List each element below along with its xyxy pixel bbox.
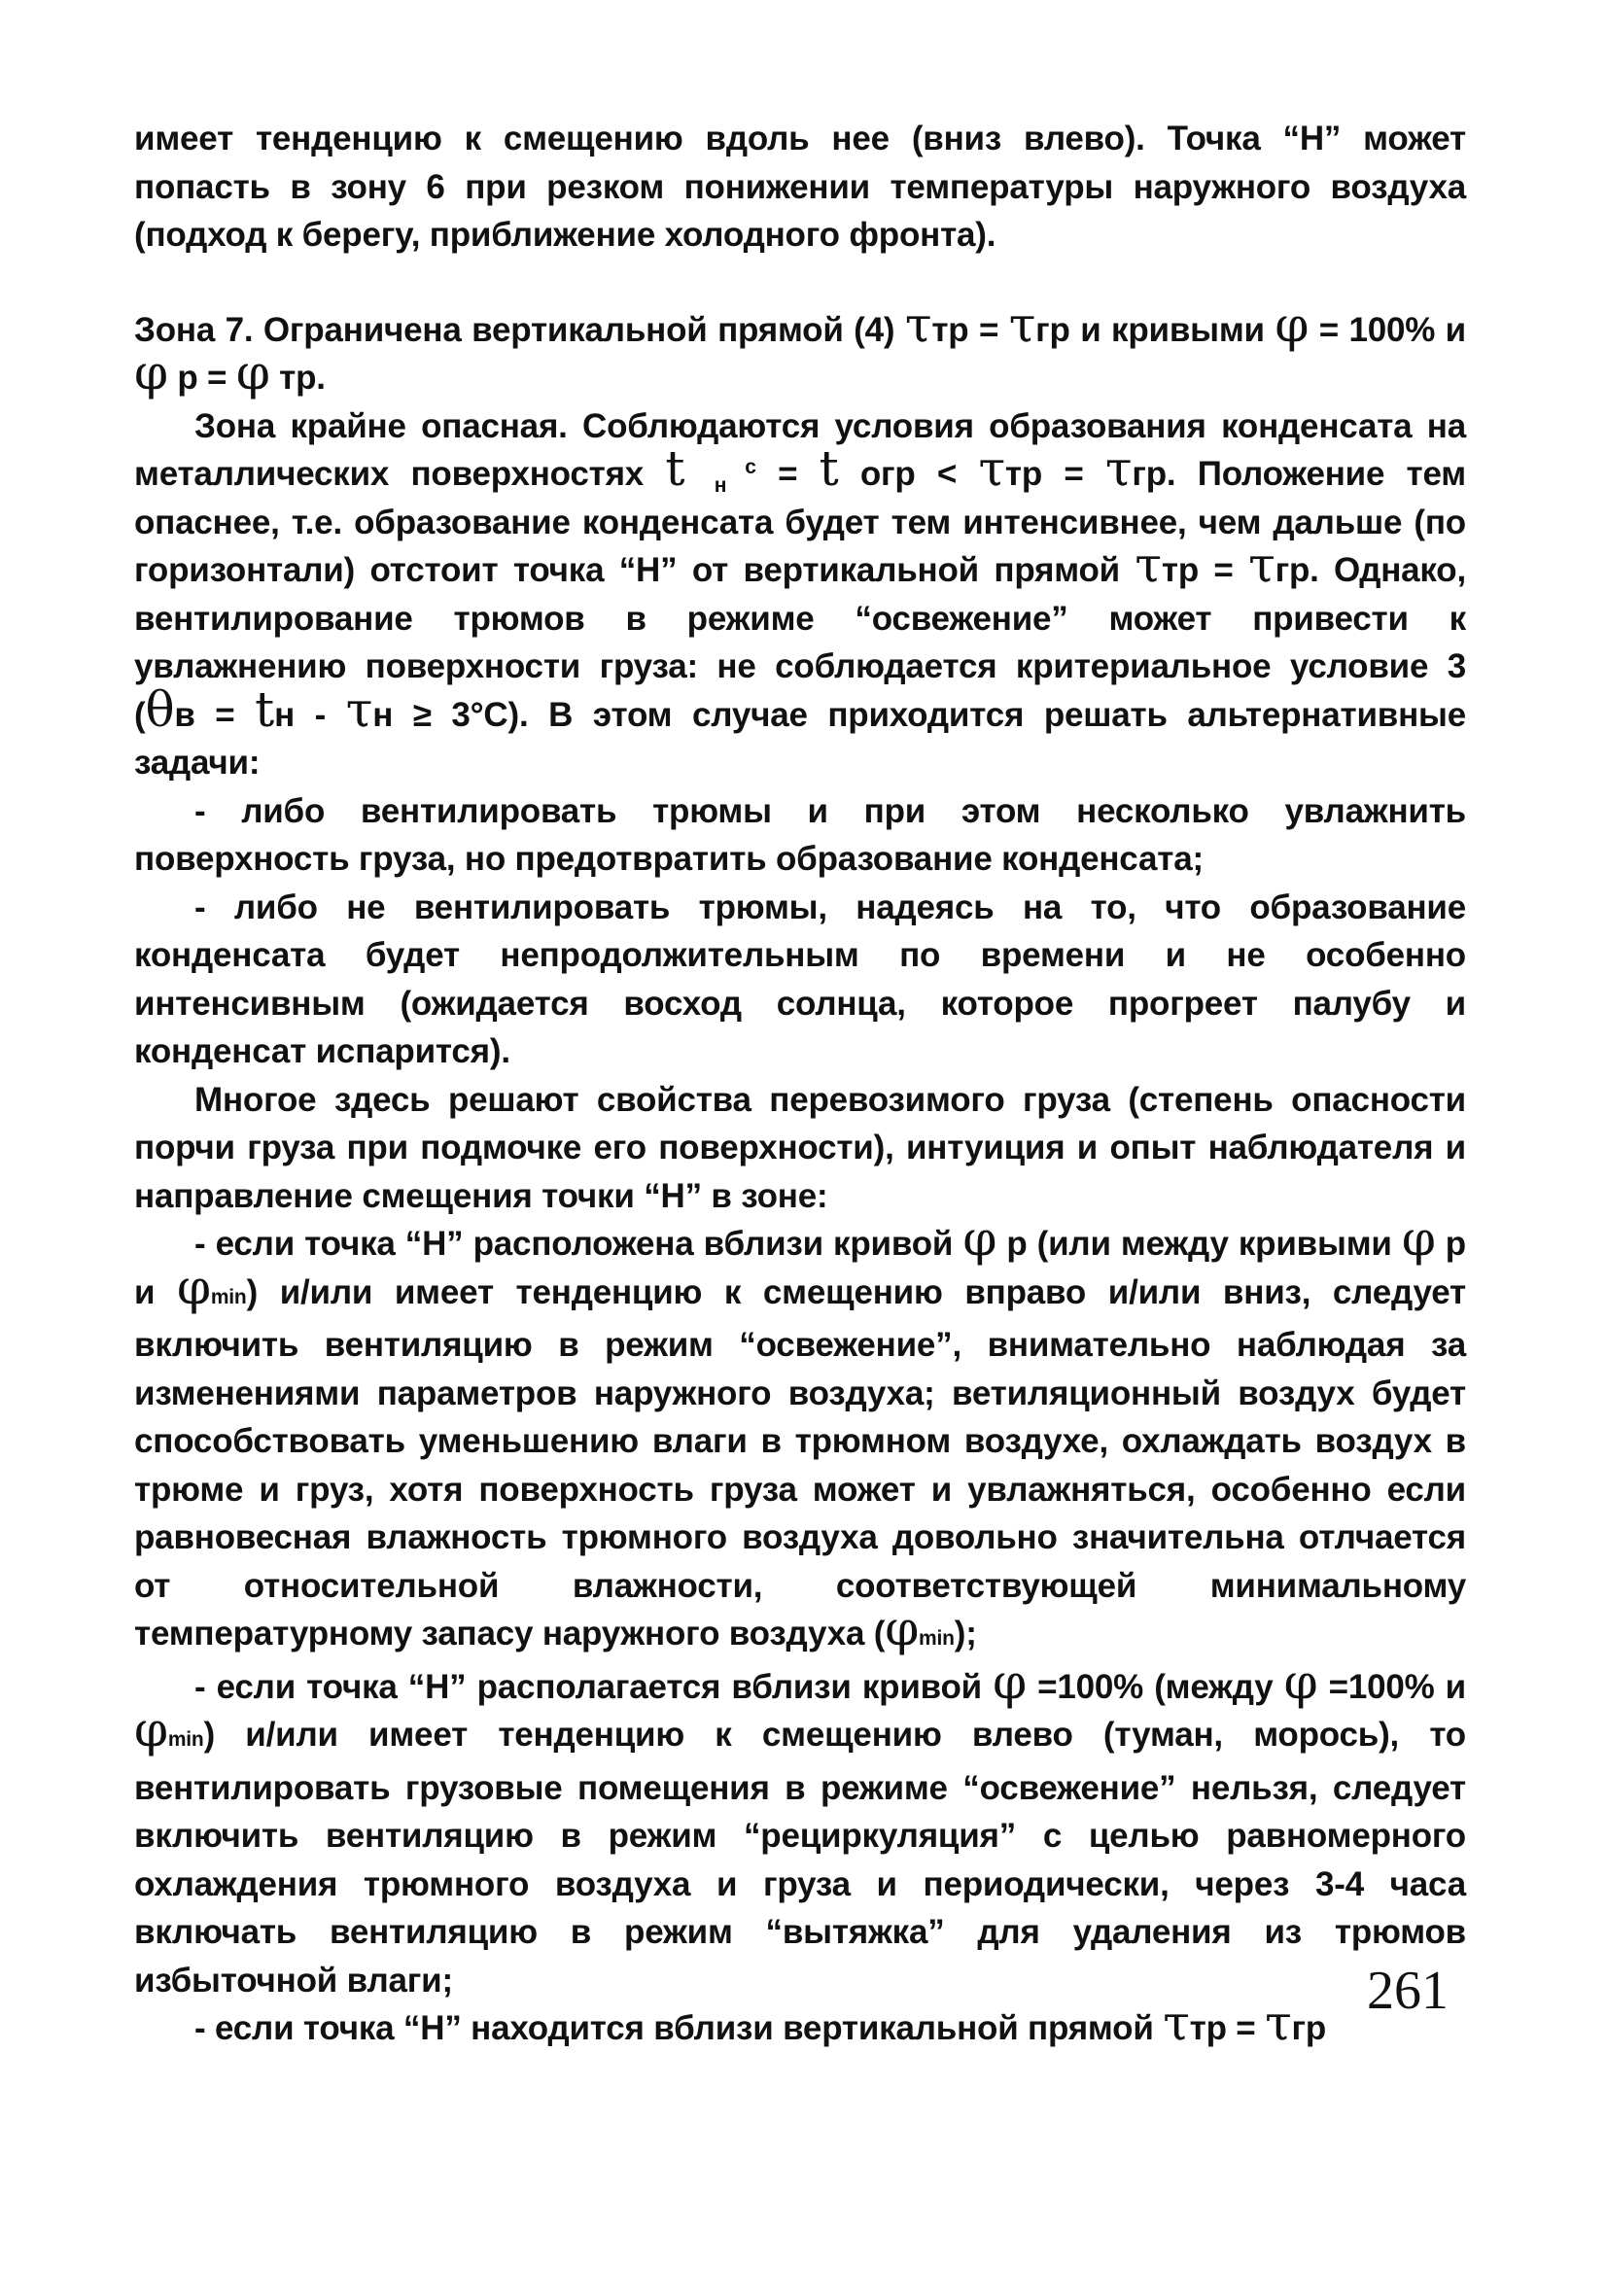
paragraph-cargo-properties: Многое здесь решают свойства перевозимого груза (степень опасности порчи груза при подмочке его поверхности), интуиция и опыт наблюдателя и направление смещения точки “Н” в зоне: [134,1080,1466,1215]
paragraph-zone-7: Зона 7. Ограничена вертикальной прямой (4) τтр = τгр и кривыми φ = 100% и φ р = φ тр. [134,296,1466,400]
tau-symbol: τ [1104,440,1133,497]
phi-symbol: φ [885,1600,920,1656]
tau-symbol: τ [1163,1995,1190,2051]
t-symbol: t [255,680,275,738]
phi-symbol: φ [134,1701,168,1757]
tau-symbol: τ [978,440,1005,497]
t-indices: с н [714,455,756,497]
tau-symbol: τ [1135,537,1162,593]
phi-symbol: φ [993,1652,1027,1710]
tau-symbol: τ [1008,296,1036,353]
list-item-near-phi-100: - если точка “Н” располагается вблизи кривой φ =100% (между φ =100% и φmin) и/или имеет тенденцию к смещению влево (туман, морось), то вентилировать грузовые помещения в режиме “освежение” нельзя, следует включить вентиляцию в режим “рециркуляция” с целью равномерного охлаждения трюмного воздуха и груза и периодически, через 3-4 часа включать вентиляцию в режим “вытяжка” для удаления из трюмов избыточной влаги; [134,1652,1466,2000]
paragraph-zone-danger: Зона крайне опасная. Соблюдаются условия образования конденсата на металлических поверхностях t с н = t огр < τтр = τгр. Положение тем опаснее, т.е. образование конденсата будет тем интенсивнее, чем дальше (по горизонтали) отстоит точка “Н” от вертикальной прямой τтр = τгр. Однако, вентилирование трюмов в режиме “освежение” может привести к увлажнению поверхности груза: не соблюдается критериальное условие 3 (θв = tн - τн ≥ 3°С). В этом случае приходится решать альтернативные задачи: [134,406,1466,782]
tau-symbol: τ [1265,1995,1292,2051]
phi-symbol: φ [1275,296,1310,353]
list-item-ventilate: - либо вентилировать трюмы и при этом несколько увлажнить поверхность груза, но предотвратить образование конденсата; [134,791,1466,878]
page-number: 261 [1367,1961,1449,2021]
tau-symbol: τ [345,680,373,738]
theta-symbol: θ [145,680,175,738]
zone-label: Зона 7. [134,310,254,349]
list-item-near-vertical: - если точка “Н” находится вблизи вертикальной прямой τтр = τгр [194,1995,1327,2051]
paragraph-1: имеет тенденцию к смещению вдоль нее (вниз влево). Точка “Н” может попасть в зону 6 при резком понижении температуры наружного воздуха (подход к берегу, приближение холодного фронта). [134,120,1466,254]
phi-symbol: φ [1283,1652,1318,1710]
list-item-near-phi-p: - если точка “Н” расположена вблизи кривой φ р (или между кривыми φ р и φmin) и/или имеет тенденцию к смещению вправо и/или вниз, следует включить вентиляцию в режим “освежение”, внимательно наблюдая за изменениями параметров наружного воздуха; ветиляционный воздух будет способствовать уменьшению влаги в трюмном воздухе, охлаждать воздух в трюме и груз, хотя поверхность груза может и увлажняться, особенно если равновесная влажность трюмного воздуха довольно значительна отлчается от относительной влажности, соответствующей минимальному температурному запасу наружного воздуха (φmin); [134,1210,1466,1656]
page-body [134,115,1466,2053]
t-symbol: t [665,440,685,497]
phi-symbol: φ [134,344,168,400]
tau-symbol: τ [904,296,932,353]
phi-symbol: φ [177,1258,211,1315]
phi-symbol: φ [1401,1210,1436,1267]
tau-symbol: τ [1248,537,1275,593]
phi-symbol: φ [962,1210,997,1267]
phi-symbol: φ [235,344,270,400]
t-symbol: t [819,440,839,497]
list-item-not-ventilate: - либо не вентилировать трюмы, надеясь на то, что образование конденсата будет непродолжительным по времени и не особенно интенсивным (ожидается восход солнца, которое прогреет палубу и конденсат испарится). [134,887,1466,1070]
